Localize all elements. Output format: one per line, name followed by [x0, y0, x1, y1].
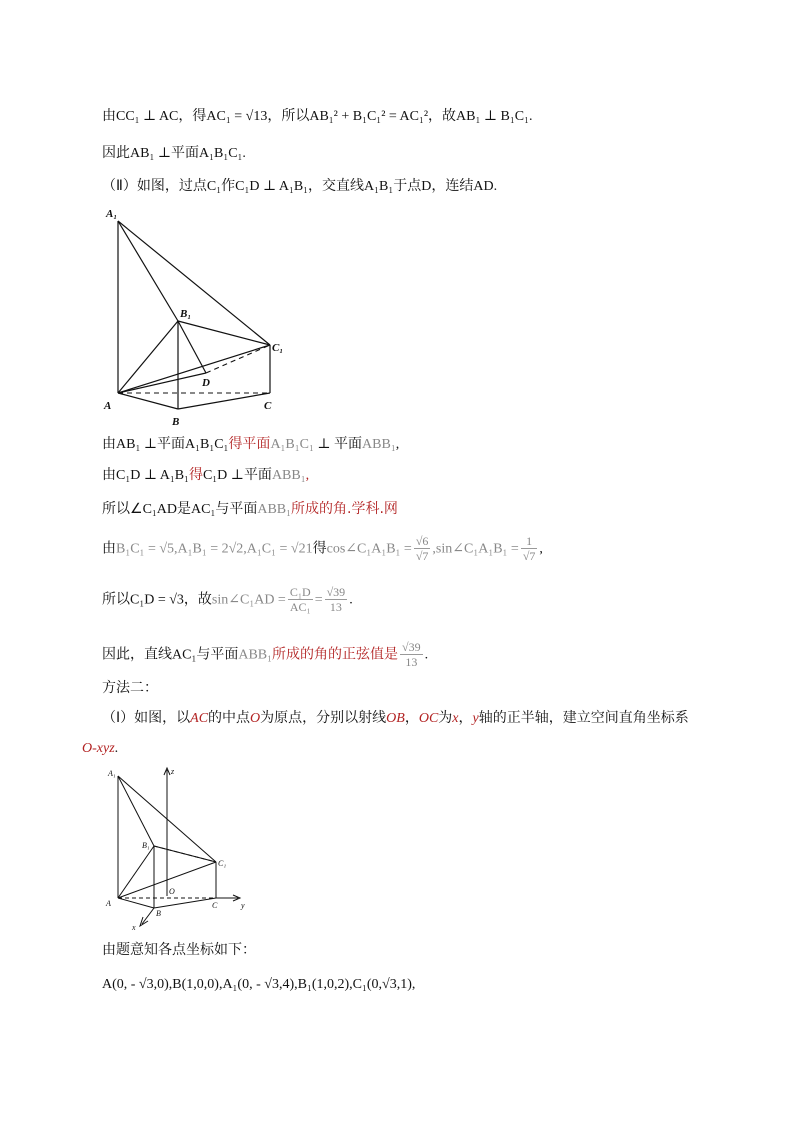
text: 因此 [102, 145, 130, 161]
text: 由 [102, 467, 116, 483]
text: 轴的正半轴，建立空间直角坐标系 [478, 710, 689, 726]
math-expr: C₁AD [142, 502, 178, 517]
figure-prism-1 [100, 205, 290, 430]
line-12 [82, 738, 118, 759]
fraction: $\frac{1}{√7}$ [522, 534, 536, 563]
fraction: $\frac{√39}{13}$ [402, 640, 421, 669]
text: 于点 [393, 178, 422, 194]
text: 由 [102, 436, 116, 452]
text: 所成的角.学科.网 [291, 501, 398, 517]
line-9 [102, 640, 428, 669]
text: （Ⅱ）如图，过点 [102, 178, 207, 194]
line-13 [102, 940, 256, 960]
math-expr: x [452, 711, 459, 726]
math-expr: ,sin∠C₁A₁B₁ = [432, 541, 519, 557]
text: ， [458, 710, 473, 726]
math-expr: . [424, 647, 429, 663]
line-3 [102, 176, 497, 197]
text: ， [404, 710, 419, 726]
math-expr: , [395, 437, 400, 452]
math-expr: . [349, 592, 353, 608]
text: 是 [177, 501, 192, 517]
text: 的中点 [208, 710, 251, 726]
text: ，交直线 [308, 178, 365, 194]
text: 所以 [102, 591, 130, 608]
text: 方法二： [102, 680, 158, 696]
label-B: B [156, 909, 161, 918]
fraction: $\frac{√39}{13}$ [326, 585, 346, 614]
label-C1: C₁ [272, 342, 284, 354]
math-expr: C₁D ⊥ A₁B₁ [235, 179, 309, 194]
math-expr: AC₁ = √13 [206, 109, 268, 124]
math-expr: cos∠C₁A₁B₁ = [326, 541, 412, 557]
label-C: C [264, 400, 272, 412]
line-14 [102, 974, 415, 995]
math-expr: . [114, 741, 119, 756]
math-expr: A₁B₁ [364, 179, 394, 194]
fraction: $\frac{\text{C₁D}}{\text{AC₁}}$ [289, 585, 311, 614]
text: ，故 [183, 591, 212, 608]
line-2 [102, 143, 246, 164]
line-6 [102, 499, 398, 520]
line-5 [102, 465, 309, 486]
text: 所以∠ [102, 501, 143, 517]
math-expr: ABB₁ [362, 437, 396, 452]
text: 平面 [171, 145, 199, 161]
math-expr: A₁B₁C₁. [199, 146, 246, 161]
math-expr: CC₁ ⊥ AC [116, 109, 179, 124]
line-4 [102, 434, 399, 455]
label-y: y [241, 901, 245, 910]
math-expr: D [421, 179, 432, 194]
text: 为 [438, 710, 453, 726]
text: 所成的角的正弦值是 [272, 646, 399, 663]
label-B1: B₁ [180, 308, 192, 320]
fraction: $\frac{√6}{√7}$ [415, 534, 429, 563]
label-D: D [202, 377, 210, 389]
label-A1: A₁ [108, 769, 116, 778]
line-10 [102, 678, 158, 698]
math-expr: sin∠C₁AD = [211, 592, 286, 608]
text: 由 [102, 540, 116, 557]
label-x: x [132, 923, 136, 932]
text: ，故 [428, 108, 457, 124]
math-expr: ABB₁ [271, 468, 306, 483]
text: ，连结 [431, 178, 474, 194]
label-z: z [171, 767, 175, 776]
label-C: C [212, 901, 218, 910]
math-expr: AC₁ [172, 647, 197, 663]
math-expr: ABB₁ [257, 502, 292, 517]
math-expr: C₁D ⊥ A₁B₁ [116, 468, 189, 483]
text: 由 [102, 108, 116, 124]
label-A1: A₁ [106, 208, 118, 220]
text: （Ⅰ）如图，以 [102, 710, 191, 726]
text: 因此，直线 [102, 646, 172, 663]
math-expr: AB₁ ⊥ B₁C₁. [456, 109, 533, 124]
line-8 [102, 585, 353, 614]
text: 与平面 [215, 501, 258, 517]
math-expr: ⊥ [313, 437, 335, 452]
label-B: B [172, 416, 180, 428]
text: ，得 [178, 108, 207, 124]
text: 平面 [157, 436, 185, 452]
math-expr: O [250, 711, 261, 726]
math-expr: C₁ [206, 179, 222, 194]
math-expr: AB₁² + B₁C₁² = AC₁² [309, 109, 429, 124]
math-expr: O-xyz [82, 741, 115, 756]
math-expr: AB₁ ⊥ [130, 146, 171, 161]
label-C1: C₁ [218, 859, 227, 868]
text: 平面 [334, 436, 363, 452]
label-O: O [169, 887, 175, 896]
text: 得 [312, 540, 327, 557]
line-1 [102, 106, 532, 127]
text: 得平面 [228, 436, 271, 452]
line-11 [102, 708, 689, 729]
math-expr: AC₁ [191, 502, 216, 517]
math-expr: OC [418, 711, 439, 726]
math-expr: AD. [473, 179, 498, 194]
text: 得 [188, 467, 203, 483]
math-expr: , [305, 468, 310, 483]
text: ，所以 [267, 108, 310, 124]
text: 平面 [243, 467, 272, 483]
math-expr: y [472, 711, 479, 726]
label-A: A [104, 400, 112, 412]
label-A: A [106, 899, 111, 908]
math-expr: A₁B₁C₁ [185, 437, 229, 452]
math-expr: OB [386, 711, 405, 726]
math-expr: A₁B₁C₁ [270, 437, 314, 452]
math-expr: A(0, - √3,0),B(1,0,0),A₁(0, - √3,4),B₁(1,0,2),C₁(0,√3,1), [102, 977, 416, 992]
math-expr: C₁D = √3 [130, 592, 184, 608]
text: 为原点，分别以射线 [260, 710, 387, 726]
text: 由题意知各点坐标如下： [102, 942, 256, 958]
math-expr: C₁D ⊥ [202, 468, 244, 483]
text: 与平面 [196, 646, 239, 663]
math-expr: , [539, 541, 543, 557]
line-7 [102, 534, 543, 563]
label-B1: B₁ [142, 841, 150, 850]
math-expr: AB₁ ⊥ [116, 437, 157, 452]
math-expr: = [314, 592, 323, 608]
math-expr: AC [190, 711, 209, 726]
math-expr: B₁C₁ = √5,A₁B₁ = 2√2,A₁C₁ = √21 [116, 541, 313, 557]
figure-prism-2 [100, 764, 250, 934]
text: 作 [221, 178, 236, 194]
math-expr: ABB₁ [238, 647, 273, 663]
